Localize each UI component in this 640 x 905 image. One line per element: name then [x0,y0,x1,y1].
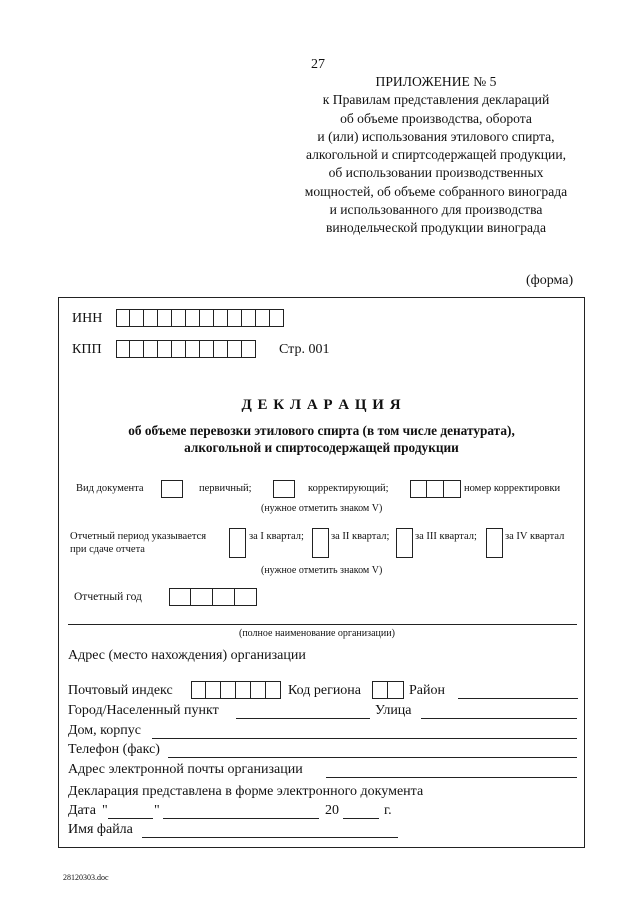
correction-number-cells[interactable] [410,480,461,498]
postal-label: Почтовый индекс [68,683,173,698]
appendix-title: ПРИЛОЖЕНИЕ № 5 [375,74,497,89]
period-q2-label: за II квартал; [331,531,390,542]
appendix-line: об использовании производственных [328,165,544,181]
correction-number-label: номер корректировки [464,483,561,494]
phone-line[interactable] [168,757,577,758]
period-q4-label: за IV квартал [505,531,565,542]
year-cells[interactable] [169,588,257,606]
kpp-cells[interactable] [116,340,256,358]
footer-doc-name: 28120303.doc [63,873,109,882]
email-label: Адрес электронной почты организации [68,762,303,777]
appendix-line: к Правилам представления деклараций [322,92,550,108]
file-line[interactable] [142,837,398,838]
period-q1-label: за I квартал; [249,531,304,542]
appendix-line: мощностей, об объеме собранного винограда [304,183,568,199]
period-label-2: при сдаче отчета [70,544,145,555]
phone-label: Телефон (факс) [68,742,160,757]
electronic-label: Декларация представлена в форме электронного документа [68,784,424,799]
period-label: Отчетный период указывается [70,531,207,542]
city-label: Город/Населенный пункт [68,703,219,718]
district-line[interactable] [458,698,578,699]
org-name-line[interactable] [68,624,577,625]
doc-type-corrective-label: корректирующий; [308,483,389,494]
inn-label: ИНН [72,311,103,326]
appendix-line: алкогольной и спиртсодержащей продукции, [305,147,566,163]
form-label: (форма) [526,273,574,288]
org-name-caption: (полное наименование организации) [239,628,395,639]
region-label: Код региона [288,683,362,698]
declaration-subtitle: об объеме перевозки этилового спирта (в том числе денатурата), [128,423,515,438]
doc-type-label: Вид документа [76,483,144,494]
address-label: Адрес (место нахождения) организации [68,648,306,663]
date-year-prefix: 20 [325,803,339,818]
appendix-line: винодельческой продукции винограда [325,220,547,236]
doc-type-note: (нужное отметить знаком V) [261,503,383,514]
declaration-subtitle: алкогольной и спиртосодержащей продукции [184,440,459,455]
doc-type-primary-box[interactable] [161,480,183,498]
region-cells[interactable] [372,681,404,699]
house-line[interactable] [152,738,577,739]
page-label: Стр. 001 [279,342,330,357]
period-q2-box[interactable] [312,528,329,558]
kpp-label: КПП [72,342,102,357]
inn-cells[interactable] [116,309,284,327]
date-quote-open: " [102,803,108,818]
period-q3-label: за III квартал; [415,531,477,542]
district-label: Район [409,683,445,698]
period-q1-box[interactable] [229,528,246,558]
period-q3-box[interactable] [396,528,413,558]
doc-type-primary-label: первичный; [199,483,252,494]
street-label: Улица [375,703,412,718]
appendix-line: и (или) использования этилового спирта, [317,128,555,144]
postal-cells[interactable] [191,681,281,699]
doc-type-corrective-box[interactable] [273,480,295,498]
street-line[interactable] [421,718,577,719]
appendix-header [290,73,582,238]
appendix-line: и использованного для производства [329,202,543,218]
email-line[interactable] [326,777,577,778]
appendix-line: об объеме производства, оборота [340,110,532,126]
page-number: 27 [311,57,325,72]
date-day-line[interactable] [108,818,153,819]
declaration-title: Д Е К Л А Р А Ц И Я [241,397,402,413]
date-year-suffix: г. [384,803,392,818]
house-label: Дом, корпус [68,723,141,738]
date-month-line[interactable] [163,818,319,819]
date-label: Дата [68,803,96,818]
period-q4-box[interactable] [486,528,503,558]
date-year-line[interactable] [343,818,379,819]
city-line[interactable] [236,718,370,719]
date-quote-close: " [154,803,160,818]
year-label: Отчетный год [74,591,142,603]
file-label: Имя файла [68,822,133,837]
period-note: (нужное отметить знаком V) [261,565,383,576]
